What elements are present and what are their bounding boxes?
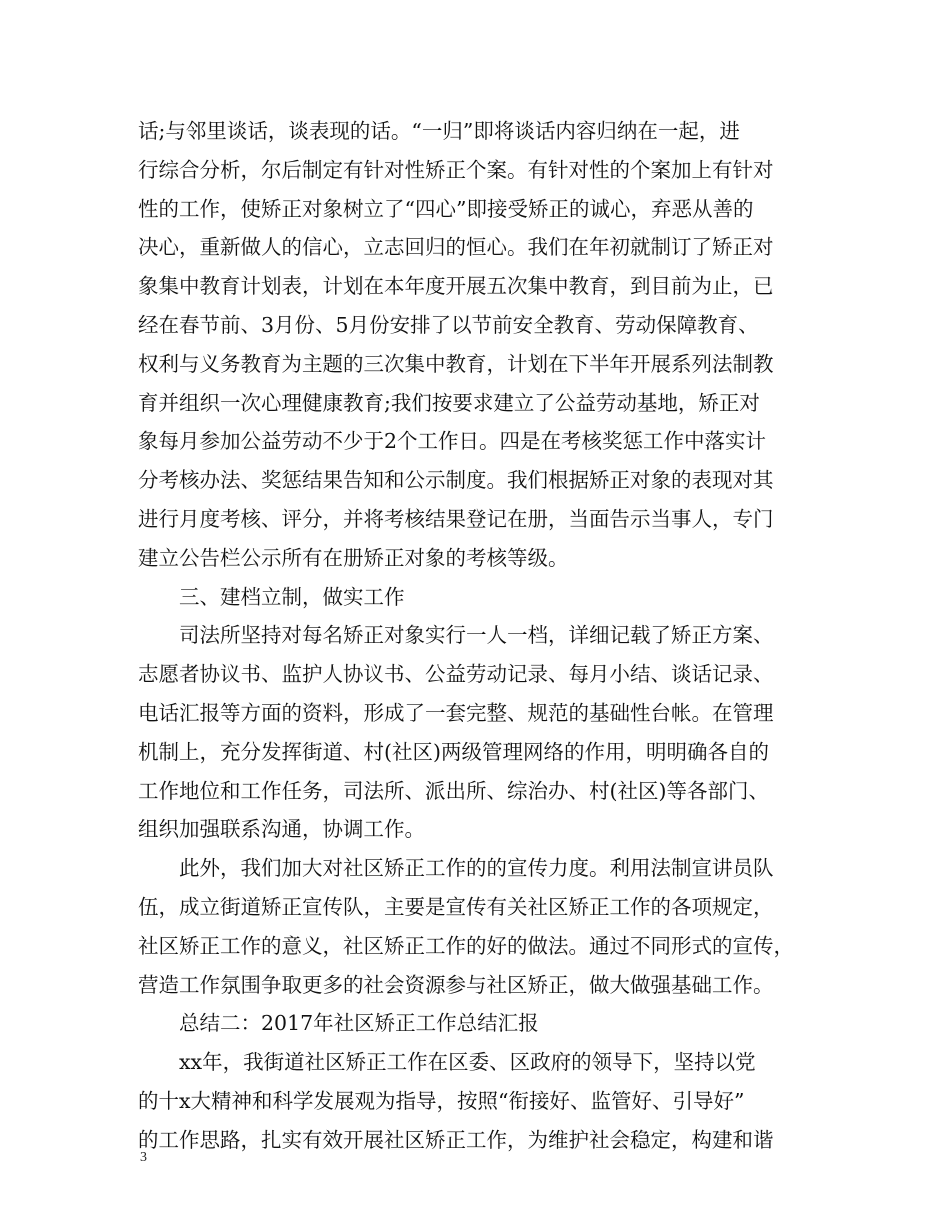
text-line: 此外，我们加大对社区矫正工作的的宣传力度。利用法制宣讲员队 (179, 856, 774, 881)
text-line: 权利与义务教育为主题的三次集中教育，计划在下半年开展系列法制教 (138, 351, 774, 376)
text-line: 分考核办法、奖惩结果告知和公示制度。我们根据矫正对象的表现对其 (138, 468, 774, 493)
text-line: 的十x大精神和科学发展观为指导，按照“衔接好、监管好、引导好” (138, 1088, 745, 1113)
text-line: 伍，成立街道矫正宣传队，主要是宣传有关社区矫正工作的各项规定， (138, 894, 774, 919)
text-line: 话;与邻里谈话，谈表现的话。“一归”即将谈话内容归纳在一起，进 (138, 119, 740, 143)
text-line: 营造工作氛围争取更多的社会资源参与社区矫正，做大做强基础工作。 (138, 972, 774, 997)
text-line: 经在春节前、3月份、5月份安排了以节前安全教育、劳动保障教育、 (138, 312, 759, 337)
text-line: 育并组织一次心理健康教育;我们按要求建立了公益劳动基地，矫正对 (138, 390, 760, 415)
text-line: 电话汇报等方面的资料，形成了一套完整、规范的基础性台帐。在管理 (138, 700, 774, 725)
text-line: 象集中教育计划表，计划在本年度开展五次集中教育，到目前为止，已 (138, 274, 774, 299)
text-line: 象每月参加公益劳动不少于2个工作日。四是在考核奖惩工作中落实计 (138, 429, 767, 454)
text-line: 工作地位和工作任务，司法所、派出所、综治办、村(社区)等各部门、 (138, 778, 769, 803)
text-line: 行综合分析，尔后制定有针对性矫正个案。有针对性的个案加上有针对 (138, 157, 774, 182)
text-line: 组织加强联系沟通，协调工作。 (138, 817, 425, 842)
text-line: 性的工作，使矫正对象树立了“四心”即接受矫正的诚心，弃恶从善的 (138, 196, 754, 221)
text-line: 总结二：2017年社区矫正工作总结汇报 (179, 1011, 539, 1036)
text-line: xx年，我街道社区矫正工作在区委、区政府的领导下，坚持以党 (179, 1050, 756, 1075)
page-number: 3 (140, 1150, 147, 1165)
text-line: 三、建档立制，做实工作 (179, 584, 405, 609)
text-line: 决心，重新做人的信心，立志回归的恒心。我们在年初就制订了矫正对 (138, 235, 774, 260)
text-line: 进行月度考核、评分，并将考核结果登记在册，当面告示当事人，专门 (138, 506, 774, 531)
text-line: 机制上，充分发挥街道、村(社区)两级管理网络的作用，明明确各自的 (138, 739, 769, 764)
text-line: 司法所坚持对每名矫正对象实行一人一档，详细记载了矫正方案、 (179, 623, 774, 648)
text-line: 建立公告栏公示所有在册矫正对象的考核等级。 (138, 545, 569, 570)
text-line: 的工作思路，扎实有效开展社区矫正工作，为维护社会稳定，构建和谐 (138, 1127, 774, 1152)
text-line: 社区矫正工作的意义，社区矫正工作的好的做法。通过不同形式的宣传， (138, 933, 794, 958)
text-line: 志愿者协议书、监护人协议书、公益劳动记录、每月小结、谈话记录、 (138, 662, 774, 687)
body-text (138, 112, 818, 1160)
